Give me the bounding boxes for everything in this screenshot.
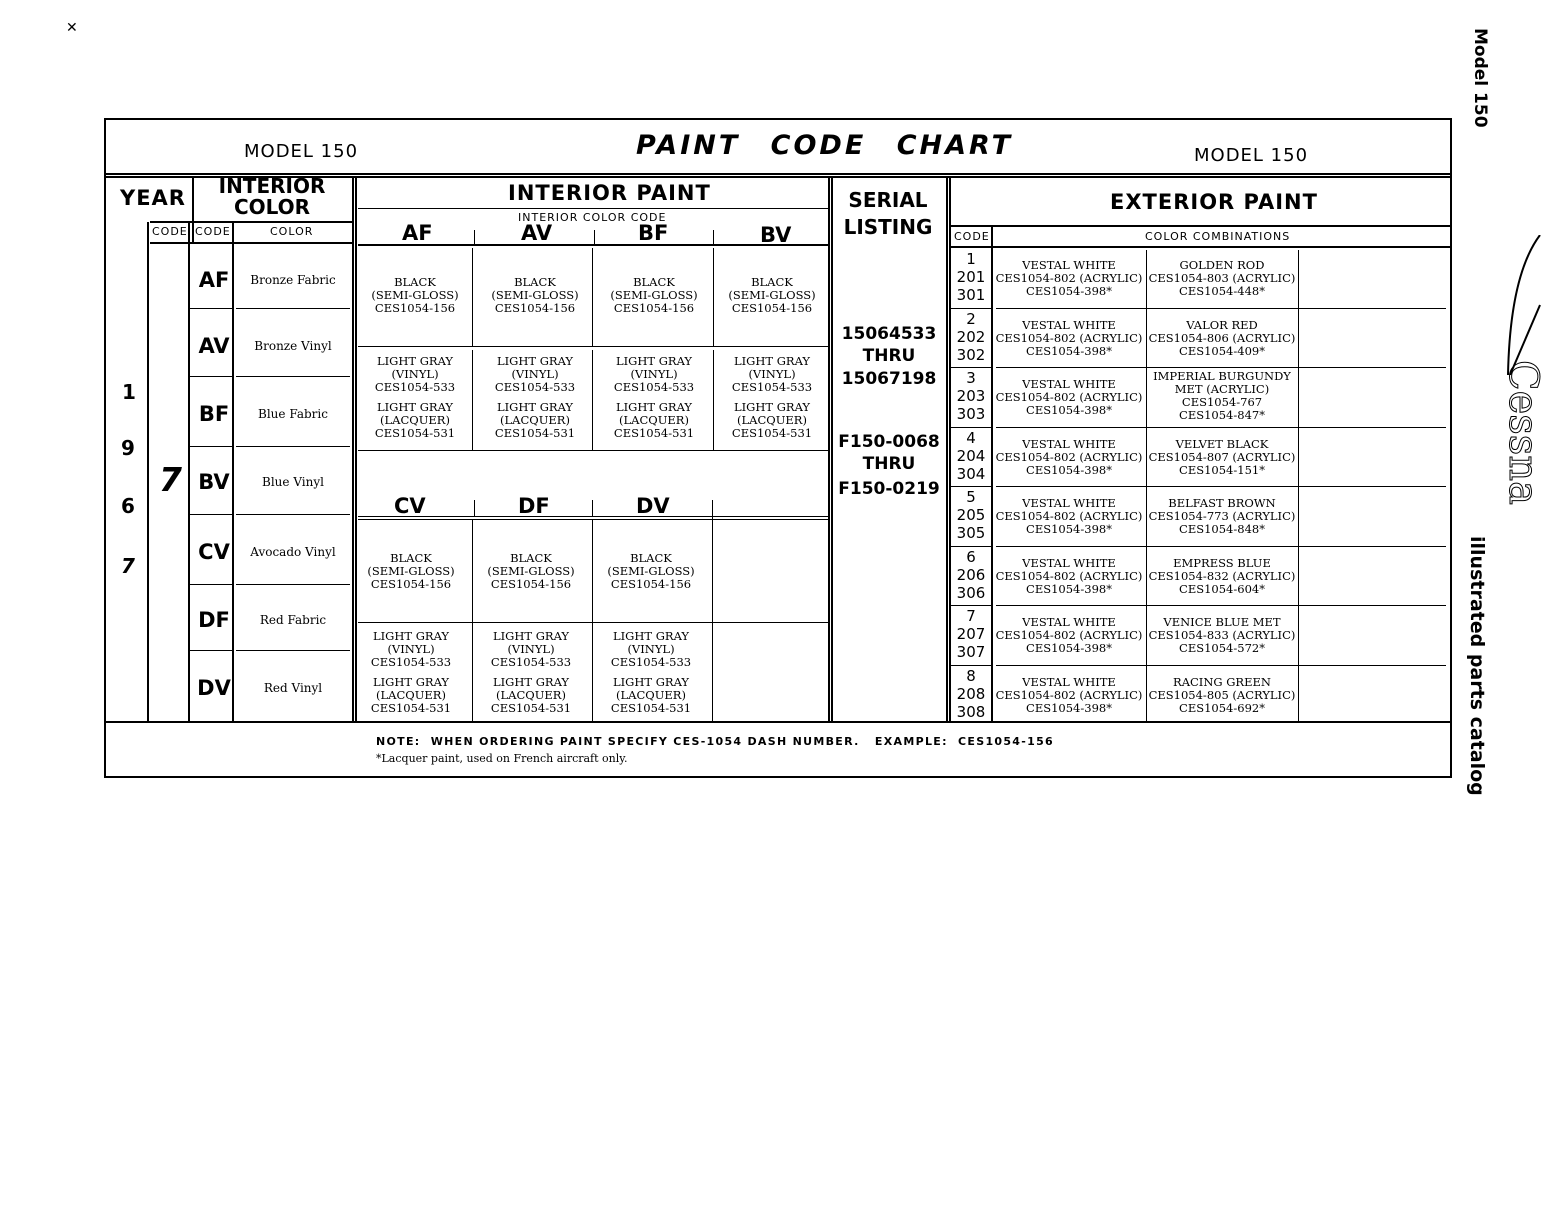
paint-line: CES1054-802 (ACRYLIC) [995, 330, 1143, 345]
interior-color-code: DF [198, 608, 230, 632]
paint-line: CES1054-531 [374, 426, 456, 440]
brand-swoosh-icon [1500, 235, 1550, 375]
exterior-code: 7 [966, 607, 976, 625]
exterior-code: 2 [966, 309, 976, 328]
paint-cell-gray-lacquer [713, 401, 831, 440]
paint-line: LIGHT GRAY [493, 675, 569, 689]
paint-cell-black [713, 276, 831, 315]
exterior-trim-color [1147, 259, 1297, 298]
exterior-code: 303 [956, 405, 986, 423]
row-separator [996, 665, 1446, 666]
paint-col-av: AV [521, 221, 553, 245]
paint-cell-gray-lacquer [592, 676, 710, 715]
row-separator [190, 650, 232, 651]
paint-line: CES1054-156 [370, 577, 452, 591]
paint-line: CES1054-848* [1179, 522, 1265, 536]
exterior-code: 3 [966, 369, 976, 387]
paint-line: CES1054-533 [731, 380, 813, 394]
paint-cell-black [595, 276, 713, 315]
paint-cell-black [592, 552, 710, 591]
exterior-code: 202 [956, 327, 986, 346]
paint-line: LIGHT GRAY [734, 400, 810, 414]
model-right: MODEL 150 [1194, 145, 1309, 166]
color-code-subheader: CODE [195, 225, 231, 238]
serial-range-2-end: F150-0219 [838, 479, 940, 499]
paint-line: VESTAL WHITE [1022, 674, 1116, 689]
paint-line: CES1054-151* [1179, 462, 1265, 477]
paint-cell-black [476, 276, 594, 315]
paint-line: VESTAL WHITE [1022, 436, 1116, 451]
paint-line: BLACK [394, 275, 436, 289]
paint-col-af: AF [402, 221, 433, 245]
paint-col-cv: CV [394, 494, 426, 518]
paint-cell-gray-lacquer [356, 401, 474, 440]
paint-line: BLACK [630, 551, 672, 565]
chart-title: PAINT CODE CHART [636, 130, 1013, 161]
serial-range-1-thru: THRU [862, 346, 916, 366]
side-model-label: Model 150 [1470, 28, 1490, 128]
paint-line: LIGHT GRAY [373, 675, 449, 689]
exterior-base-color [993, 378, 1145, 417]
row-separator [190, 514, 232, 515]
exterior-code: 301 [956, 286, 986, 304]
paint-line: VESTAL WHITE [1022, 615, 1116, 629]
exterior-code-group [951, 548, 991, 602]
exterior-code-group [951, 488, 991, 542]
interior-color-header: INTERIOR COLOR [218, 174, 326, 219]
paint-cell-black [472, 552, 590, 591]
side-brand-logo: Cessna [1500, 360, 1546, 505]
paint-line: (VINYL) [387, 642, 435, 656]
paint-line: CES1054-803 (ACRYLIC) [1148, 271, 1296, 285]
paint-cell-gray-vinyl [595, 355, 713, 394]
interior-color-name: Blue Vinyl [262, 475, 324, 489]
paint-line: VALOR RED [1186, 317, 1258, 332]
paint-line: CES1054-847* [1179, 408, 1265, 422]
exterior-code: 306 [956, 583, 986, 602]
exterior-code: 1 [966, 250, 976, 268]
paint-line: CES1054-802 (ACRYLIC) [995, 509, 1143, 523]
paint-line: CES1054-533 [374, 380, 456, 394]
paint-cell-gray-vinyl [592, 630, 710, 669]
paint-line: LIGHT GRAY [373, 629, 449, 643]
paint-cell-black [356, 276, 474, 315]
exterior-trim-color [1147, 676, 1297, 715]
paint-line: CES1054-832 (ACRYLIC) [1148, 568, 1296, 583]
exterior-code-group [951, 429, 991, 483]
exterior-code: 8 [966, 666, 976, 685]
ordering-note: NOTE: WHEN ORDERING PAINT SPECIFY CES-1054 DASH NUMBER. EXAMPLE: CES1054-156 [376, 735, 1054, 748]
paint-line: (LACQUER) [616, 688, 686, 702]
row-separator [236, 514, 350, 515]
paint-cell-gray-vinyl [472, 630, 590, 669]
color-combinations-subheader: COLOR COMBINATIONS [1145, 230, 1291, 243]
paint-cell-gray-vinyl [352, 630, 470, 669]
paint-line: CES1054-156 [490, 577, 572, 591]
row-separator [996, 427, 1446, 428]
paint-line: (VINYL) [630, 367, 678, 381]
paint-line: LIGHT GRAY [613, 629, 689, 643]
paint-line: (SEMI-GLOSS) [371, 288, 459, 302]
paint-line: CES1054-604* [1179, 581, 1265, 596]
paint-line: BLACK [514, 275, 556, 289]
paint-line: VESTAL WHITE [1022, 317, 1116, 332]
interior-color-name: Red Vinyl [263, 681, 323, 695]
paint-cell-black [352, 552, 470, 591]
paint-line: CES1054-572* [1179, 641, 1265, 655]
row-separator [951, 367, 991, 368]
exterior-trim-color [1147, 319, 1297, 358]
paint-line: (LACQUER) [380, 413, 450, 427]
serial-range-2-thru: THRU [862, 454, 916, 474]
exterior-trim-color [1147, 497, 1297, 536]
paint-line: CES1054-802 (ACRYLIC) [995, 271, 1143, 285]
paint-line: VELVET BLACK [1175, 436, 1269, 451]
serial-range-1-start: 15064533 [841, 324, 937, 344]
paint-line: LIGHT GRAY [734, 354, 810, 368]
paint-line: CES1054-802 (ACRYLIC) [995, 687, 1143, 702]
exterior-code: 201 [956, 268, 986, 286]
paint-line: CES1054-802 (ACRYLIC) [995, 390, 1143, 404]
interior-color-code: AF [198, 268, 230, 292]
interior-color-code: DV [197, 676, 231, 700]
paint-cell-gray-lacquer [352, 676, 470, 715]
paint-col-dv: DV [636, 494, 670, 518]
exterior-trim-color [1147, 616, 1297, 655]
exterior-code: 5 [966, 488, 976, 506]
paint-line: (SEMI-GLOSS) [728, 288, 816, 302]
exterior-base-color [993, 259, 1145, 298]
interior-color-name: Bronze Fabric [250, 273, 336, 287]
paint-line: LIGHT GRAY [377, 354, 453, 368]
paint-line: CES1054-773 (ACRYLIC) [1148, 509, 1296, 523]
exterior-base-color [993, 676, 1145, 715]
row-separator [996, 486, 1446, 487]
paint-cell-gray-vinyl [713, 355, 831, 394]
exterior-trim-color [1147, 438, 1297, 477]
paint-line: (SEMI-GLOSS) [487, 564, 575, 578]
row-separator [236, 308, 350, 309]
exterior-code: 302 [956, 345, 986, 364]
interior-color-code: AV [198, 334, 230, 358]
exterior-code-group [951, 250, 991, 304]
paint-line: BLACK [510, 551, 552, 565]
paint-line: CES1054-398* [1026, 403, 1112, 417]
exterior-code: 207 [956, 625, 986, 643]
interior-color-name: Red Fabric [259, 613, 327, 627]
paint-line: BLACK [633, 275, 675, 289]
paint-line: CES1054-398* [1026, 343, 1112, 358]
row-separator [236, 376, 350, 377]
year-code: 7 [159, 460, 182, 499]
paint-line: CES1054-398* [1026, 284, 1112, 298]
interior-paint-header: INTERIOR PAINT [508, 181, 711, 205]
row-separator [236, 650, 350, 651]
row-separator [996, 605, 1446, 606]
year-header: YEAR [120, 186, 186, 210]
paint-line: CES1054-531 [731, 426, 813, 440]
paint-col-bv: BV [760, 223, 792, 247]
paint-line: CES1054-531 [610, 701, 692, 715]
paint-line: BLACK [751, 275, 793, 289]
exterior-code-group [951, 310, 991, 364]
paint-cell-gray-lacquer [472, 676, 590, 715]
paint-line: CES1054-692* [1179, 700, 1265, 715]
paint-line: CES1054-806 (ACRYLIC) [1148, 330, 1296, 345]
column-separator [1298, 250, 1299, 722]
interior-color-code: BV [198, 470, 230, 494]
row-separator [190, 446, 232, 447]
row-separator [190, 584, 232, 585]
paint-line: CES1054-802 (ACRYLIC) [995, 628, 1143, 642]
serial-range-2-start: F150-0068 [838, 432, 940, 452]
interior-color-name: Bronze Vinyl [254, 339, 332, 353]
lacquer-footnote: *Lacquer paint, used on French aircraft only. [376, 752, 628, 765]
paint-line: CES1054-398* [1026, 581, 1112, 596]
paint-line: (LACQUER) [737, 413, 807, 427]
paint-line: CES1054-807 (ACRYLIC) [1148, 449, 1296, 464]
paint-line: IMPERIAL BURGUNDY [1153, 369, 1291, 383]
paint-line: CES1054-156 [731, 301, 813, 315]
exterior-code: 204 [956, 446, 986, 465]
row-separator [236, 584, 350, 585]
paint-line: CES1054-533 [490, 655, 572, 669]
paint-line: CES1054-531 [613, 426, 695, 440]
row-separator [190, 308, 232, 309]
paint-line: (VINYL) [511, 367, 559, 381]
paint-line: LIGHT GRAY [613, 675, 689, 689]
paint-line: CES1054-156 [374, 301, 456, 315]
paint-line: (SEMI-GLOSS) [491, 288, 579, 302]
paint-line: (VINYL) [391, 367, 439, 381]
paint-line: (SEMI-GLOSS) [367, 564, 455, 578]
paint-line: VESTAL WHITE [1022, 258, 1116, 272]
paint-line: BELFAST BROWN [1168, 496, 1276, 510]
exterior-base-color [993, 497, 1145, 536]
exterior-code: 205 [956, 506, 986, 524]
year-digit: 1 [122, 380, 136, 404]
exterior-paint-header: EXTERIOR PAINT [1110, 190, 1318, 214]
paint-line: RACING GREEN [1173, 674, 1271, 689]
paint-line: VESTAL WHITE [1022, 555, 1116, 570]
paint-line: MET (ACRYLIC) [1174, 382, 1270, 396]
paint-line: LIGHT GRAY [616, 354, 692, 368]
model-left: MODEL 150 [244, 141, 359, 162]
paint-line: (VINYL) [748, 367, 796, 381]
paint-line: LIGHT GRAY [497, 354, 573, 368]
paint-line: CES1054-156 [610, 577, 692, 591]
year-digit: 7 [121, 554, 135, 578]
interior-color-code: CV [198, 540, 230, 564]
paint-line: VESTAL WHITE [1022, 496, 1116, 510]
paint-col-bf: BF [638, 221, 669, 245]
paint-line: (VINYL) [627, 642, 675, 656]
year-code-subheader: CODE [152, 225, 188, 238]
paint-line: CES1054-448* [1179, 284, 1265, 298]
color-subheader: COLOR [270, 225, 314, 238]
paint-line: CES1054-533 [494, 380, 576, 394]
paint-line: (LACQUER) [496, 688, 566, 702]
exterior-base-color [993, 438, 1145, 477]
paint-line: CES1054-833 (ACRYLIC) [1148, 628, 1296, 642]
paint-line: LIGHT GRAY [493, 629, 569, 643]
paint-line: CES1054-805 (ACRYLIC) [1148, 687, 1296, 702]
paint-line: VENICE BLUE MET [1163, 615, 1281, 629]
exterior-code: 203 [956, 387, 986, 405]
paint-line: CES1054-533 [613, 380, 695, 394]
exterior-base-color [993, 616, 1145, 655]
exterior-trim-color [1147, 557, 1297, 596]
paint-line: (SEMI-GLOSS) [610, 288, 698, 302]
paint-line: GOLDEN ROD [1179, 258, 1265, 272]
year-digit: 9 [121, 436, 135, 460]
paint-line: (LACQUER) [500, 413, 570, 427]
paint-cell-gray-lacquer [476, 401, 594, 440]
paint-line: CES1054-531 [494, 426, 576, 440]
paint-line: CES1054-802 (ACRYLIC) [995, 568, 1143, 583]
column-separator [1146, 250, 1147, 722]
paint-cell-gray-vinyl [356, 355, 474, 394]
exterior-trim-color [1147, 370, 1297, 422]
paint-line: CES1054-767 [1181, 395, 1263, 409]
paint-line: (LACQUER) [619, 413, 689, 427]
paint-line: CES1054-533 [370, 655, 452, 669]
exterior-code: 304 [956, 464, 986, 483]
row-separator [951, 605, 991, 606]
paint-cell-gray-lacquer [595, 401, 713, 440]
paint-line: (LACQUER) [376, 688, 446, 702]
paint-line: CES1054-531 [370, 701, 452, 715]
exterior-code: 6 [966, 547, 976, 566]
paint-line: CES1054-533 [610, 655, 692, 669]
interior-color-name: Blue Fabric [258, 407, 328, 421]
exterior-code: 206 [956, 565, 986, 584]
paint-line: CES1054-156 [494, 301, 576, 315]
paint-line: LIGHT GRAY [377, 400, 453, 414]
paint-line: LIGHT GRAY [616, 400, 692, 414]
paint-line: LIGHT GRAY [497, 400, 573, 414]
serial-range-1-end: 15067198 [841, 369, 937, 389]
row-separator [996, 308, 1446, 309]
year-digit: 6 [121, 494, 135, 518]
paint-line: (VINYL) [507, 642, 555, 656]
paint-line: CES1054-398* [1026, 522, 1112, 536]
paint-line: CES1054-802 (ACRYLIC) [995, 449, 1143, 464]
paint-cell-gray-vinyl [476, 355, 594, 394]
paint-line: EMPRESS BLUE [1173, 555, 1271, 570]
exterior-base-color [993, 557, 1145, 596]
side-catalog-label: illustrated parts catalog [1466, 536, 1488, 796]
exterior-code-group [951, 667, 991, 721]
exterior-code-subheader: CODE [954, 230, 990, 243]
row-separator [996, 546, 1446, 547]
exterior-base-color [993, 319, 1145, 358]
exterior-code: 4 [966, 428, 976, 447]
paint-line: BLACK [390, 551, 432, 565]
interior-color-code-header: INTERIOR COLOR CODE [518, 211, 667, 224]
row-separator [996, 367, 1446, 368]
interior-color-code: BF [198, 402, 230, 426]
paint-line: CES1054-398* [1026, 462, 1112, 477]
row-separator [190, 376, 232, 377]
serial-listing-header: SERIAL LISTING [843, 188, 933, 239]
exterior-code: 308 [956, 702, 986, 721]
paint-line: CES1054-409* [1179, 343, 1265, 358]
paint-line: CES1054-398* [1026, 641, 1112, 655]
exterior-code: 305 [956, 524, 986, 542]
paint-line: CES1054-531 [490, 701, 572, 715]
exterior-code: 208 [956, 684, 986, 703]
exterior-code-group [951, 607, 991, 661]
interior-color-name: Avocado Vinyl [250, 545, 336, 559]
paint-line: CES1054-156 [613, 301, 695, 315]
corner-mark: ✕ [66, 20, 78, 36]
paint-col-df: DF [518, 494, 550, 518]
exterior-code: 307 [956, 643, 986, 661]
paint-line: CES1054-398* [1026, 700, 1112, 715]
row-separator [951, 486, 991, 487]
row-separator [236, 446, 350, 447]
paint-line: VESTAL WHITE [1022, 377, 1116, 391]
paint-line: (SEMI-GLOSS) [607, 564, 695, 578]
exterior-code-group [951, 369, 991, 423]
